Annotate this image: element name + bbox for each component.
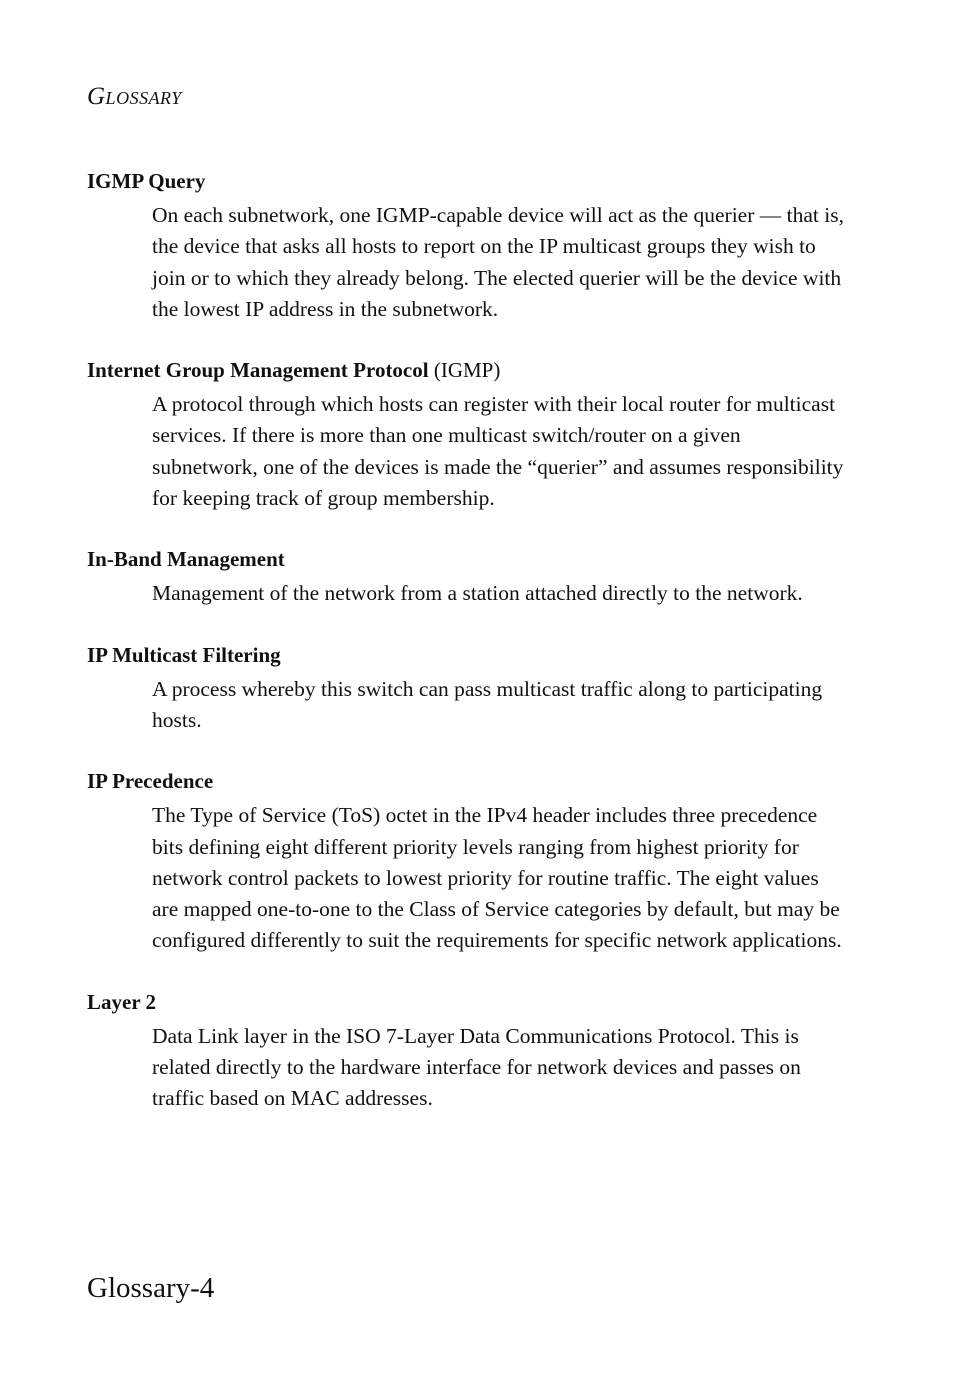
term-abbreviation: (IGMP): [428, 358, 501, 383]
glossary-definition: Data Link layer in the ISO 7-Layer Data Communications Protocol. This is related directly to the hardware interface for network devices and passes on traffic based on MAC addresses.: [152, 1023, 801, 1111]
glossary-definition: A protocol through which hosts can register with their local router for multicast services. If there is more than one multicast switch/router on a given subnetwork, one of the devices is made the “querier” and assumes responsibility for keeping track of group membership.: [152, 392, 844, 511]
glossary-term: [87, 640, 847, 670]
glossary-entry-layer-2: [87, 987, 847, 1115]
term-name: In-Band Management: [87, 547, 285, 572]
glossary-entry-in-band-management: [87, 544, 847, 609]
glossary-term: [87, 544, 847, 574]
glossary-list: [87, 166, 847, 1145]
term-name: Internet Group Management Protocol: [87, 358, 429, 383]
term-name: IGMP Query: [87, 169, 206, 193]
glossary-term: [87, 166, 847, 196]
glossary-term: [87, 987, 847, 1017]
glossary-entry-igmp: [87, 355, 847, 514]
glossary-definition: Management of the network from a station attached directly to the network.: [152, 581, 803, 606]
term-name: IP Precedence: [87, 769, 214, 794]
glossary-entry-ip-multicast-filtering: [87, 640, 847, 737]
term-name: IP Multicast Filtering: [87, 642, 281, 667]
page-number: Glossary-4: [87, 1272, 215, 1304]
glossary-definition: On each subnetwork, one IGMP-capable device will act as the querier — that is, the device that asks all hosts to report on the IP multicast groups they wish to join or to which they already belong. The elected querier will be the device with the lowest IP address in the subnetwork.: [152, 203, 844, 321]
term-name: Layer 2: [87, 989, 157, 1014]
glossary-entry-ip-precedence: [87, 766, 847, 956]
glossary-definition: A process whereby this switch can pass multicast traffic along to participating hosts.: [152, 676, 823, 732]
glossary-entry-igmp-query: [87, 166, 847, 325]
running-header: Glossary: [87, 83, 182, 110]
glossary-definition: The Type of Service (ToS) octet in the IPv4 header includes three precedence bits defining eight different priority levels ranging from highest priority for network control packets to lowest priority for routine traffic. The eight values are mapped one-to-one to the Class of Service categories by default, but may be configured differently to suit the requirements for specific network applications.: [152, 803, 842, 953]
glossary-term: [87, 766, 847, 796]
glossary-term: [87, 355, 847, 385]
